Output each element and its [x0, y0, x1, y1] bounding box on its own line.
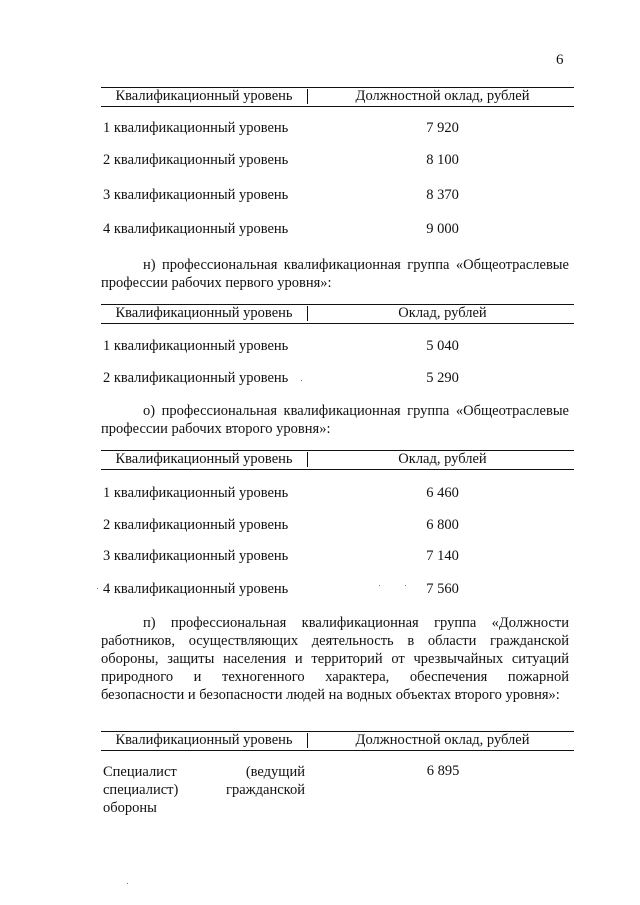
- table-row: [101, 187, 574, 205]
- scan-speck: [97, 588, 98, 589]
- group-intro-p: п) профессиональная квалификационная группа «Должности работников, осуществляющих деятельность в области гражданской обороны, защиты населения и территорий от чрезвычайных ситуаций природного и техногенного характера, обеспечения пожарной безопасности и безопасности людей на водных объектах второго уровня»:: [101, 615, 569, 703]
- salary-cell: 8 100: [426, 152, 459, 168]
- header-salary: Оклад, рублей: [398, 451, 487, 467]
- header-divider: [307, 452, 308, 467]
- level-cell: 1 квалификационный уровень: [103, 338, 289, 354]
- page-number: 6: [556, 52, 564, 68]
- table-row: [101, 120, 574, 138]
- table-header: [101, 731, 574, 751]
- table-row: [101, 221, 574, 239]
- specialist-position-cell: Специалист (ведущий специалист) гражданской обороны: [103, 764, 305, 816]
- salary-table-1: [101, 87, 574, 237]
- table-row: [101, 548, 574, 566]
- level-cell: 4 квалификационный уровень: [103, 581, 289, 597]
- header-divider: [307, 89, 308, 104]
- level-cell: 3 квалификационный уровень: [103, 548, 289, 564]
- table-row: [101, 370, 574, 388]
- scan-speck: [405, 585, 406, 586]
- group-intro-o: о) профессиональная квалификационная группа «Общеотраслевые профессии рабочих второго уровня»:: [101, 403, 569, 437]
- scan-speck: [379, 585, 380, 586]
- salary-cell: 6 460: [426, 485, 459, 501]
- salary-table-3: [101, 450, 574, 597]
- level-cell: 2 квалификационный уровень: [103, 517, 289, 533]
- header-level: Квалификационный уровень: [115, 88, 293, 104]
- specialist-salary-cell: 6 895: [426, 763, 460, 779]
- salary-table-2: [101, 304, 574, 386]
- header-level: Квалификационный уровень: [115, 732, 293, 748]
- level-cell: 2 квалификационный уровень: [103, 370, 289, 386]
- table-row: [101, 152, 574, 170]
- level-cell: 1 квалификационный уровень: [103, 485, 289, 501]
- level-cell: 1 квалификационный уровень: [103, 120, 289, 136]
- table-row: [101, 581, 574, 599]
- salary-cell: 7 140: [426, 548, 459, 564]
- header-salary: Должностной оклад, рублей: [355, 88, 530, 104]
- level-cell: 2 квалификационный уровень: [103, 152, 289, 168]
- group-intro-n: н) профессиональная квалификационная группа «Общеотраслевые профессии рабочих первого уровня»:: [101, 257, 569, 291]
- header-salary: Оклад, рублей: [398, 305, 487, 321]
- salary-cell: 9 000: [426, 221, 459, 237]
- table-row: [101, 517, 574, 535]
- table-header: [101, 87, 574, 107]
- level-cell: 4 квалификационный уровень: [103, 221, 289, 237]
- salary-cell: 7 920: [426, 120, 459, 136]
- table-header: [101, 304, 574, 324]
- header-divider: [307, 733, 308, 748]
- header-level: Квалификационный уровень: [115, 451, 293, 467]
- table-row: [101, 485, 574, 503]
- header-divider: [307, 306, 308, 321]
- scan-speck: [301, 380, 302, 381]
- salary-cell: 7 560: [426, 581, 459, 597]
- header-salary: Должностной оклад, рублей: [355, 732, 530, 748]
- table-row: [101, 338, 574, 356]
- salary-cell: 5 040: [426, 338, 459, 354]
- salary-cell: 8 370: [426, 187, 459, 203]
- salary-cell: 6 800: [426, 517, 459, 533]
- salary-cell: 5 290: [426, 370, 459, 386]
- header-level: Квалификационный уровень: [115, 305, 293, 321]
- level-cell: 3 квалификационный уровень: [103, 187, 289, 203]
- table-header: [101, 450, 574, 470]
- salary-table-4: [101, 731, 574, 751]
- scan-speck: [127, 883, 128, 884]
